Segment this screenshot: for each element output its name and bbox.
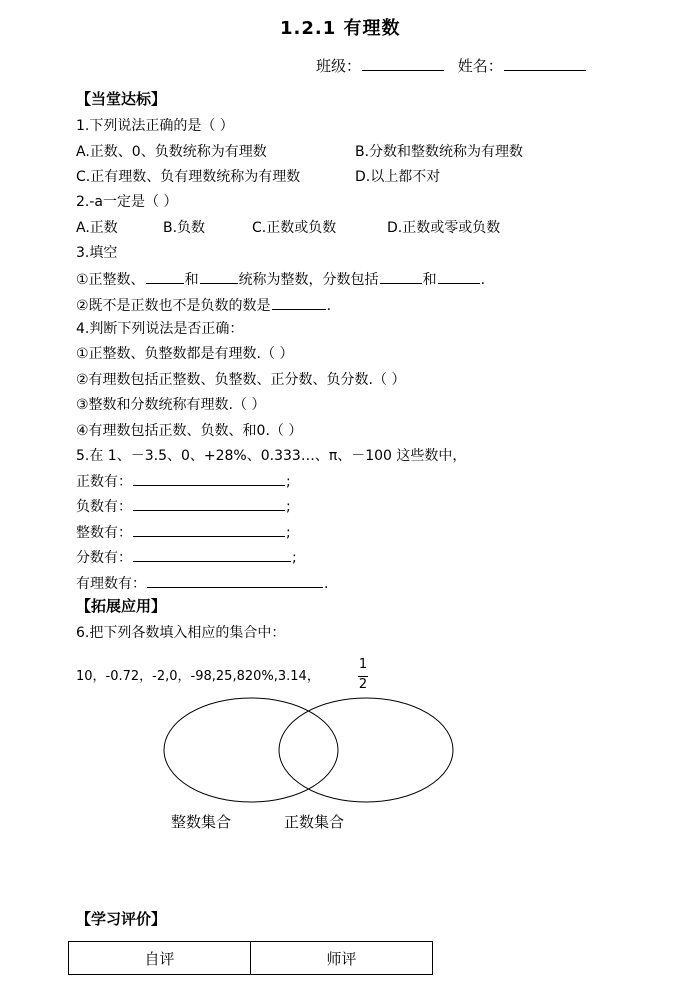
q5-integer-end: ; [286,525,291,541]
evaluation-table [68,941,433,975]
q3-l1-text-e: . [480,272,486,288]
q4-item-3: ③整数和分数统称有理数.（ ） [76,397,266,413]
section-heading-evaluation: 【学习评价】 [76,910,167,928]
q1-option-c: C.正有理数、负有理数统称为有理数 [76,169,301,185]
q2-stem: 2.-a一定是（ ） [76,194,178,210]
name-label: 姓名： [457,57,503,75]
q3-l1-text-b: 和 [184,272,199,288]
q3-l1-text-d: 和 [422,272,437,288]
q1-option-a: A.正数、0、负数统称为有理数 [76,144,267,160]
q5-negative-end: ; [286,499,291,515]
class-label: 班级： [316,57,362,75]
integer-set-label: 整数集合 [171,813,232,831]
q1-option-d: D.以上都不对 [355,169,441,185]
section-heading-practice: 【当堂达标】 [76,90,167,108]
q5-positive-end: ; [286,474,291,490]
q4-item-4: ④有理数包括正数、负数、和0.（ ） [76,423,303,439]
q4-item-2: ②有理数包括正整数、负整数、正分数、负分数.（ ） [76,372,406,388]
q3-stem: 3.填空 [76,245,118,261]
q2-option-a: A.正数 [76,220,118,236]
q5-fraction-label: 分数有： [76,550,132,566]
positive-set-label: 正数集合 [284,813,345,831]
q6-numbers: 10，-0.72，-2,0，-98,25,820%,3.14， [76,669,320,684]
q5-stem: 5.在 1、－3.5、0、+28%、0.333…、π、－100 这些数中， [76,448,467,464]
q5-rational-label: 有理数有： [76,576,146,592]
q4-item-1: ①正整数、负整数都是有理数.（ ） [76,346,294,362]
positive-set-ellipse [279,698,453,802]
teacher-eval-cell[interactable]: 师评 [251,942,433,975]
q5-positive-label: 正数有： [76,474,132,490]
q5-fraction-end: ; [292,550,297,566]
q3-l1-text-a: ①正整数、 [76,272,145,288]
q1-option-b: B.分数和整数统称为有理数 [355,144,524,160]
q4-stem: 4.判断下列说法是否正确： [76,321,244,337]
section-heading-extension: 【拓展应用】 [76,597,167,615]
table-row [69,942,433,975]
q2-option-c: C.正数或负数 [252,220,337,236]
fraction-denominator: 2 [358,677,368,692]
fraction-numerator: 1 [358,657,368,672]
q5-negative-label: 负数有： [76,499,132,515]
integer-set-ellipse [164,698,338,802]
q1-stem: 1.下列说法正确的是（ ） [76,118,234,134]
q5-rational-end: . [324,576,329,592]
q6-stem: 6.把下列各数填入相应的集合中： [76,625,286,641]
q2-option-b: B.负数 [163,220,206,236]
page-title: 1.2.1 有理数 [280,18,401,39]
q3-l2-text-b: . [326,298,332,314]
q2-option-d: D.正数或零或负数 [387,220,501,236]
q3-l2-text-a: ②既不是正数也不是负数的数是 [76,298,271,314]
q3-l1-text-c: 统称为整数，分数包括 [238,272,379,288]
self-eval-cell[interactable]: 自评 [69,942,251,975]
q5-integer-label: 整数有： [76,525,132,541]
